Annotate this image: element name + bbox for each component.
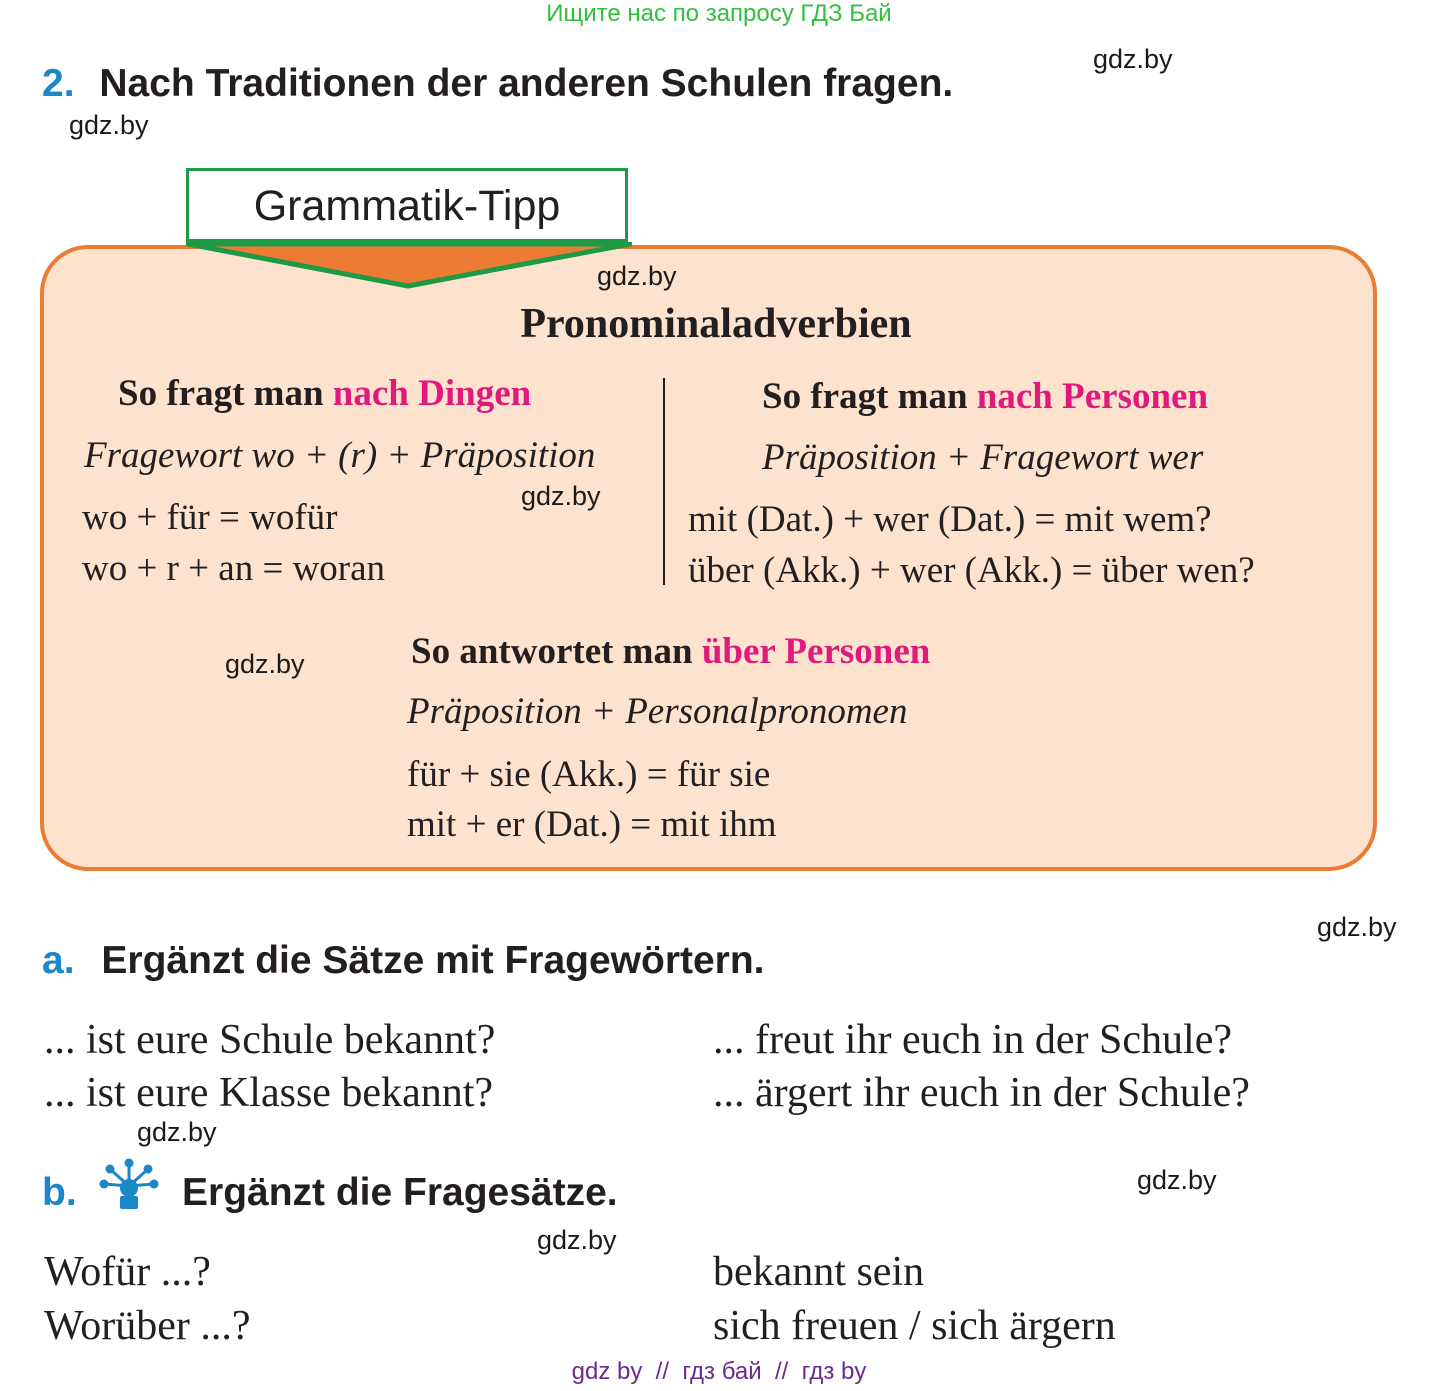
phrase-hint: sich freuen / sich ärgern bbox=[713, 1303, 1116, 1349]
exercise-sentence: ... freut ihr euch in der Schule? bbox=[713, 1017, 1232, 1063]
persons-formula: Präposition + Fragewort wer bbox=[762, 437, 1204, 478]
persons-example: mit (Dat.) + wer (Dat.) = mit wem? bbox=[688, 499, 1212, 540]
task-number: 2. bbox=[42, 62, 75, 105]
persons-heading bbox=[762, 375, 1208, 418]
things-heading bbox=[118, 372, 531, 415]
things-example: wo + für = wofür bbox=[82, 497, 338, 538]
watermark: gdz.by bbox=[537, 1225, 617, 1255]
question-start: Wofür ...? bbox=[44, 1249, 211, 1295]
watermark: gdz.by bbox=[1317, 912, 1397, 942]
watermark: gdz.by bbox=[1137, 1165, 1217, 1195]
tip-arrow-icon bbox=[186, 242, 632, 292]
answer-heading-plain: So antwortet man bbox=[411, 631, 702, 672]
question-start: Worüber ...? bbox=[44, 1303, 251, 1349]
watermark: gdz.by bbox=[137, 1117, 217, 1147]
watermark: gdz.by bbox=[597, 261, 677, 291]
answer-example: für + sie (Akk.) = für sie bbox=[407, 754, 771, 795]
grammar-tip-label: Grammatik-Tipp bbox=[186, 168, 628, 242]
persons-example: über (Akk.) + wer (Akk.) = über wen? bbox=[688, 550, 1255, 591]
column-divider bbox=[663, 378, 665, 585]
part-a-heading bbox=[42, 939, 765, 983]
watermark: gdz.by bbox=[69, 110, 149, 140]
things-example: wo + r + an = woran bbox=[82, 548, 386, 589]
things-heading-plain: So fragt man bbox=[118, 373, 333, 414]
exercise-sentence: ... ärgert ihr euch in der Schule? bbox=[713, 1070, 1250, 1116]
answer-heading-accent: über Personen bbox=[701, 631, 931, 672]
exercise-sentence: ... ist eure Klasse bekannt? bbox=[44, 1070, 494, 1116]
persons-heading-plain: So fragt man bbox=[762, 376, 977, 417]
exercise-sentence: ... ist eure Schule bekannt? bbox=[44, 1017, 496, 1063]
answer-example: mit + er (Dat.) = mit ihm bbox=[407, 804, 777, 845]
part-a-title: Ergänzt die Sätze mit Fragewörtern. bbox=[101, 939, 765, 982]
part-b-title: Ergänzt die Fragesätze. bbox=[182, 1171, 618, 1214]
task-title: Nach Traditionen der anderen Schulen fragen. bbox=[99, 62, 954, 105]
grammar-title: Pronominaladverbien bbox=[520, 301, 912, 347]
things-formula: Fragewort wo + (r) + Präposition bbox=[84, 435, 596, 476]
group-work-icon bbox=[99, 1158, 159, 1212]
part-b-letter-wrap bbox=[42, 1171, 77, 1215]
phrase-hint: bekannt sein bbox=[713, 1249, 925, 1295]
persons-heading-accent: nach Personen bbox=[976, 376, 1209, 417]
watermark: gdz.by bbox=[225, 649, 305, 679]
watermark: gdz.by bbox=[1093, 44, 1173, 74]
answer-heading bbox=[411, 630, 930, 673]
watermark: gdz.by bbox=[521, 481, 601, 511]
part-b-letter: b. bbox=[42, 1171, 77, 1214]
top-banner: Ищите нас по запросу ГДЗ Бай bbox=[546, 0, 892, 27]
things-heading-accent: nach Dingen bbox=[332, 373, 532, 414]
task-heading bbox=[42, 62, 953, 106]
part-a-letter: a. bbox=[42, 939, 75, 982]
footer-watermark: gdz by // гдз бай // гдз by bbox=[571, 1358, 867, 1385]
answer-formula: Präposition + Personalpronomen bbox=[407, 691, 908, 732]
